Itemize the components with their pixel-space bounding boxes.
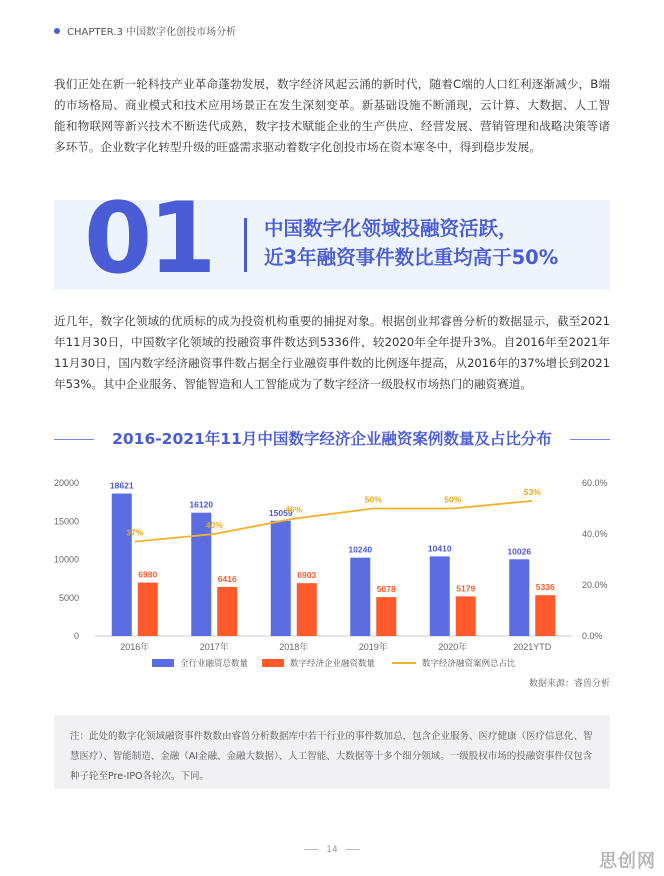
page-number: 14 bbox=[326, 845, 338, 855]
legend-label-digital: 数字经济企业融资数量 bbox=[290, 659, 376, 669]
chapter-header bbox=[54, 23, 236, 38]
x-tick-label: 2019年 bbox=[358, 642, 388, 652]
section-title-line1: 中国数字化领域投融资活跃， bbox=[264, 217, 518, 240]
bar-total-label: 15059 bbox=[268, 507, 293, 518]
y-left-tick-label: 5000 bbox=[58, 592, 79, 603]
page-footer bbox=[0, 845, 664, 855]
legend-label-line: 数字经济融资案例总占比 bbox=[422, 659, 516, 669]
watermark-logo: 思创网 bbox=[599, 851, 656, 872]
bar-total bbox=[271, 521, 291, 636]
body-paragraph: 近几年，数字化领域的优质标的成为投资机构重要的捕捉对象。根据创业邦睿兽分析的数据显示，截至2021年11月30日，中国数字化领域的投融资事件数达到5336件，较2020年全年提升3%。自2016年至2021年11月30日，国内数字经济融资事件数占据全行业融资事件数的比例逐年提高，从2016年的37%增长到2021年53%。其中企业服务、智能智造和人工智能成为了数字经济一级股权市场热门的融资赛道。 bbox=[54, 314, 610, 391]
y-left-tick-label: 0 bbox=[73, 631, 79, 641]
bar-total bbox=[191, 513, 211, 636]
y-left-tick-label: 10000 bbox=[53, 554, 79, 565]
x-tick-label: 2017年 bbox=[199, 642, 229, 652]
bar-digital bbox=[376, 597, 396, 636]
y-right-tick-label: 40.0% bbox=[582, 529, 608, 539]
funding-chart bbox=[0, 466, 664, 676]
section-title-line2: 近3年融资事件数比重均高于50% bbox=[264, 246, 559, 269]
bar-digital-label: 6903 bbox=[297, 570, 317, 581]
bar-total-label: 10026 bbox=[507, 546, 532, 557]
y-right-tick-label: 0.0% bbox=[582, 631, 603, 641]
bar-digital bbox=[297, 583, 317, 636]
bar-digital bbox=[535, 595, 555, 636]
bar-total-label: 18621 bbox=[109, 480, 134, 491]
chart-title-wrap bbox=[54, 427, 610, 451]
section-title bbox=[264, 214, 558, 272]
legend-swatch-digital bbox=[262, 659, 284, 667]
data-source: 数据来源：睿兽分析 bbox=[528, 679, 610, 689]
bar-digital bbox=[138, 583, 158, 636]
bar-digital-label: 5336 bbox=[535, 582, 555, 593]
y-right-tick-label: 60.0% bbox=[582, 478, 608, 488]
section-number: 01 bbox=[84, 182, 213, 296]
y-left-tick-label: 15000 bbox=[53, 516, 79, 527]
note-box: 注：此处的数字化领域融资事件数数由睿兽分析数据库中若干行业的事件数加总，包含企业服务、医疗健康（医疗信息化、智慧医疗）、智能制造、金融（AI金融、金融大数据）、人工智能、大数据等十多个细分领域。一级股权市场的投融资事件仅包含种子轮至Pre-IPO各轮次。下同。 bbox=[54, 715, 610, 789]
bar-digital bbox=[217, 587, 237, 636]
footer-dash-left bbox=[304, 849, 318, 850]
bar-total bbox=[112, 494, 132, 636]
legend-swatch-total bbox=[152, 659, 174, 667]
bar-digital-label: 6980 bbox=[138, 569, 158, 580]
y-left-tick-label: 20000 bbox=[53, 478, 79, 488]
section-banner bbox=[54, 182, 610, 296]
bar-digital-label: 5078 bbox=[376, 584, 396, 595]
share-line-label: 40% bbox=[205, 520, 223, 530]
intro-paragraph: 我们正处在新一轮科技产业革命蓬勃发展，数字经济风起云涌的新时代，随着C端的人口红利逐渐减少，B端的市场格局、商业模式和技术应用场景正在发生深刻变革。新基础设施不断涌现，云计算、大数据、人工智能和物联网等新兴技术不断迭代成熟，数字技术赋能企业的生产供应、经营发展、营销管理和战略决策等诸多环节。企业数字化转型升级的旺盛需求驱动着数字化创投市场在资本寒冬中，得到稳步发展。 bbox=[54, 77, 610, 154]
banner-divider bbox=[244, 218, 247, 272]
share-line-label: 50% bbox=[364, 494, 382, 505]
bar-digital-label: 5179 bbox=[456, 583, 476, 594]
share-line-label: 46% bbox=[285, 504, 303, 515]
x-tick-label: 2021YTD bbox=[513, 642, 552, 652]
share-line-label: 53% bbox=[523, 486, 541, 497]
legend-label-total: 全行业融资总数量 bbox=[180, 659, 249, 669]
bar-total bbox=[509, 559, 529, 636]
share-line-label: 37% bbox=[126, 527, 144, 538]
footer-dash-right bbox=[346, 849, 360, 850]
chapter-title: CHAPTER.3 中国数字化创投市场分析 bbox=[67, 27, 237, 38]
y-right-tick-label: 20.0% bbox=[582, 580, 608, 590]
bar-digital bbox=[456, 596, 476, 636]
bar-total bbox=[350, 558, 370, 636]
bullet-dot-icon bbox=[54, 28, 60, 34]
bar-total-label: 10410 bbox=[427, 543, 452, 554]
x-tick-label: 2016年 bbox=[120, 642, 150, 652]
chart-title: 2016-2021年11月中国数字经济企业融资案例数量及占比分布 bbox=[112, 430, 552, 448]
bar-digital-label: 6416 bbox=[217, 573, 237, 584]
x-tick-label: 2018年 bbox=[279, 642, 309, 652]
x-tick-label: 2020年 bbox=[438, 642, 468, 652]
share-line-label: 50% bbox=[444, 494, 462, 505]
bar-total-label: 10240 bbox=[348, 544, 373, 555]
bar-total-label: 16120 bbox=[189, 499, 214, 510]
bar-total bbox=[430, 556, 450, 636]
